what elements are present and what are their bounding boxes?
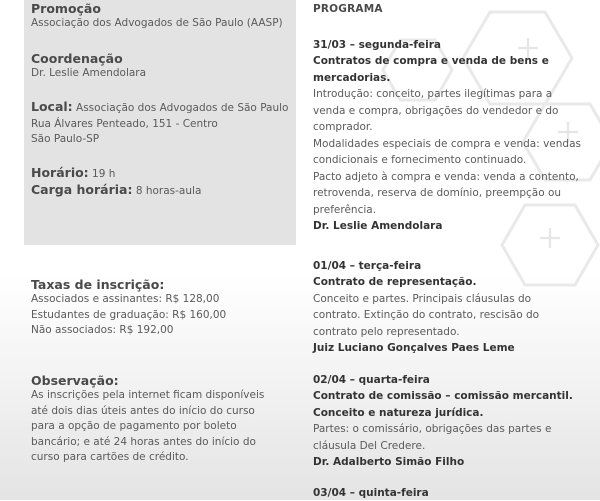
session-text: comprador.	[313, 121, 373, 133]
session-text: contrato pelo representado.	[313, 325, 460, 338]
session-speaker: Dr. Adalberto Simão Filho	[313, 456, 465, 468]
local-line-1: Associação dos Advogados de São Paulo	[76, 102, 289, 114]
session-text: cláusula Del Credere.	[313, 439, 426, 452]
session-text: preferência.	[313, 203, 377, 216]
session-block	[313, 372, 593, 470]
session-block	[313, 485, 593, 501]
session-title: mercadorias.	[313, 71, 391, 84]
taxa-item: Estudantes de graduação: R$ 160,00	[31, 308, 227, 321]
carga-value: 8 horas-aula	[135, 185, 202, 197]
observacao-heading: Observação:	[31, 373, 119, 388]
session-text: Conceito e partes. Principais cláusulas do	[313, 292, 532, 305]
observacao-line: para a opção de pagamento por boleto	[31, 420, 237, 433]
session-date: 01/04 – terça-feira	[313, 260, 422, 272]
session-text: Partes: o comissário, obrigações das partes e	[313, 423, 552, 435]
session-block	[313, 258, 593, 356]
promocao-text: Associação dos Advogados de São Paulo (AASP)	[31, 17, 283, 29]
carga-heading: Carga horária:	[31, 182, 133, 197]
programa-column	[313, 3, 593, 499]
horario-value: 19 h	[92, 168, 116, 180]
coordenacao-text: Dr. Leslie Amendolara	[31, 67, 147, 79]
session-date: 02/04 – quarta-feira	[313, 374, 430, 386]
session-speaker: Juiz Luciano Gonçalves Paes Leme	[313, 342, 515, 354]
session-speaker: Dr. Leslie Amendolara	[313, 220, 443, 232]
session-text: venda e compra, obrigações do vendedor e do	[313, 104, 559, 117]
local-line-3: São Paulo-SP	[31, 133, 100, 146]
promocao-heading: Promoção	[31, 1, 101, 16]
observacao-line: bancário; e até 24 horas antes do início do	[31, 435, 256, 448]
local-heading: Local:	[31, 99, 73, 114]
session-text: Introdução: conceito, partes ilegítimas para a	[313, 88, 553, 100]
session-text: Pacto adjeto à compra e venda: venda a contento,	[313, 170, 579, 183]
local-section	[31, 99, 293, 148]
observacao-line: curso para cartões de crédito.	[31, 451, 189, 464]
session-block	[313, 37, 593, 234]
observacao-line: até dois dias úteis antes do início do curso	[31, 404, 255, 417]
session-text: contrato. Extinção do contrato, rescisão do	[313, 309, 540, 321]
session-text: retrovenda, reserva de domínio, preempção ou	[313, 187, 562, 199]
programa-title: PROGRAMA	[313, 3, 383, 15]
session-title: Contratos de compra e venda de bens e	[313, 55, 549, 67]
session-date: 31/03 – segunda-feira	[313, 39, 441, 51]
taxas-section	[31, 277, 226, 339]
taxa-item: Não associados: R$ 192,00	[31, 324, 174, 337]
taxa-item: Associados e assinantes: R$ 128,00	[31, 293, 220, 305]
local-line-2: Rua Álvares Penteado, 151 - Centro	[31, 117, 218, 130]
session-title: Conceito e natureza jurídica.	[313, 406, 484, 419]
carga-section	[31, 182, 201, 200]
coordenacao-heading: Coordenação	[31, 51, 123, 66]
session-title: Contrato de comissão – comissão mercantil.	[313, 390, 573, 402]
taxas-heading: Taxas de inscrição:	[31, 277, 165, 292]
observacao-section	[31, 373, 264, 466]
session-date: 03/04 – quinta-feira	[313, 487, 429, 499]
session-text: condicionais e fornecimento continuado.	[313, 154, 527, 166]
horario-section	[31, 165, 115, 183]
session-text: Modalidades especiais de compra e venda: vendas	[313, 137, 581, 150]
promocao-section	[31, 1, 283, 32]
session-title: Contrato de representação.	[313, 276, 477, 288]
observacao-line: As inscrições pela internet ficam disponíveis	[31, 389, 265, 401]
horario-heading: Horário:	[31, 165, 89, 180]
coordenacao-section	[31, 51, 146, 82]
